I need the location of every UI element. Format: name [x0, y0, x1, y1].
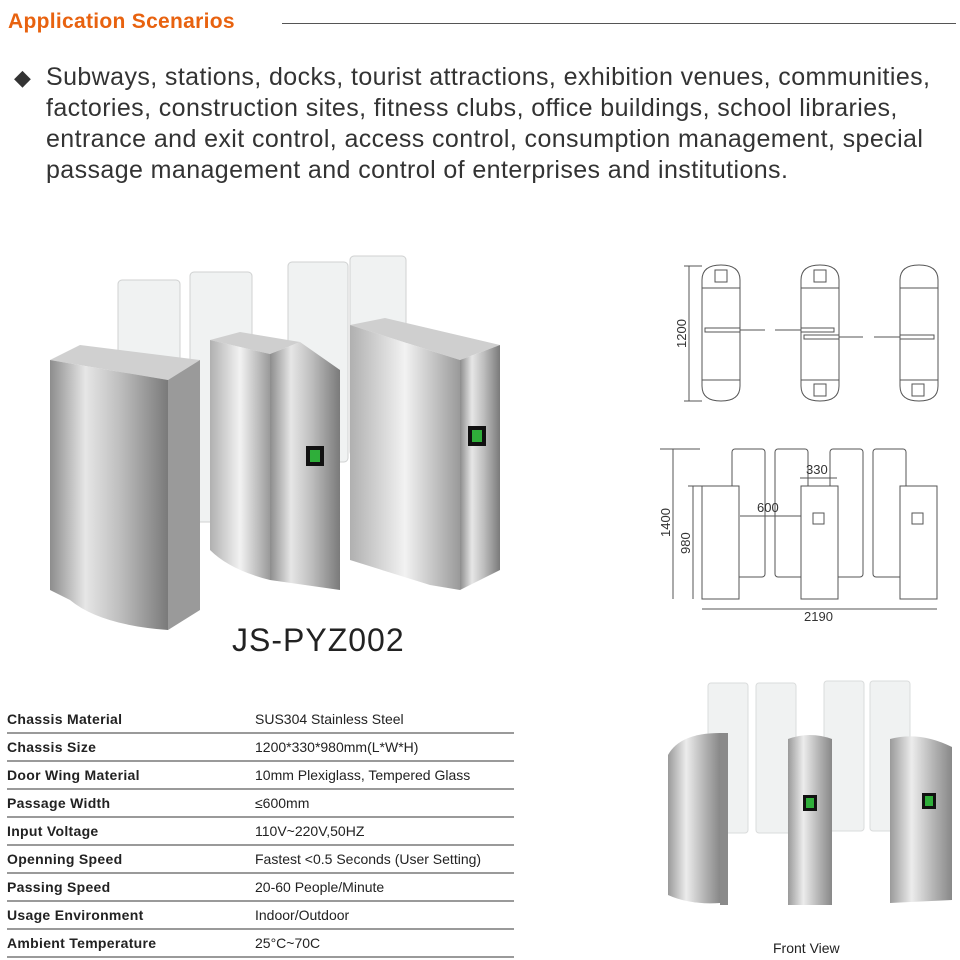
spec-row [7, 706, 514, 733]
spec-label: Ambient Temperature [7, 929, 255, 957]
spec-row [7, 845, 514, 873]
spec-table [7, 706, 514, 958]
spec-value: 1200*330*980mm(L*W*H) [255, 733, 514, 761]
product-image [40, 250, 520, 640]
application-text: Subways, stations, docks, tourist attractions, exhibition venues, communities, factories, construction sites, fitness clubs, office buildings, school libraries, entrance and exit control, access control, consumption management, special passage management and control of enterprises and institutions. [46, 63, 931, 184]
spec-value: 20-60 People/Minute [255, 873, 514, 901]
spec-row [7, 929, 514, 957]
diamond-bullet-icon: ◆ [14, 65, 32, 90]
spec-value: SUS304 Stainless Steel [255, 706, 514, 733]
spec-label: Chassis Material [7, 706, 255, 733]
spec-value: 10mm Plexiglass, Tempered Glass [255, 761, 514, 789]
title-divider [282, 23, 956, 24]
section-title: Application Scenarios [8, 10, 235, 33]
spec-value: Fastest <0.5 Seconds (User Setting) [255, 845, 514, 873]
spec-row [7, 817, 514, 845]
dim-body-height: 980 [678, 532, 693, 554]
dim-passage: 600 [757, 500, 779, 515]
spec-label: Door Wing Material [7, 761, 255, 789]
spec-value: 25°C~70C [255, 929, 514, 957]
spec-row [7, 901, 514, 929]
spec-row [7, 873, 514, 901]
model-number: JS-PYZ002 [232, 622, 405, 658]
spec-row [7, 761, 514, 789]
dim-total-width: 2190 [804, 609, 833, 624]
spec-label: Input Voltage [7, 817, 255, 845]
spec-label: Chassis Size [7, 733, 255, 761]
spec-value: ≤600mm [255, 789, 514, 817]
dim-total-height: 1400 [658, 508, 673, 537]
spec-label: Passing Speed [7, 873, 255, 901]
technical-drawing [640, 250, 960, 630]
spec-label: Openning Speed [7, 845, 255, 873]
front-view-caption: Front View [773, 940, 840, 956]
spec-label: Usage Environment [7, 901, 255, 929]
spec-row [7, 733, 514, 761]
spec-value: Indoor/Outdoor [255, 901, 514, 929]
dim-length: 1200 [674, 319, 689, 348]
spec-row [7, 789, 514, 817]
spec-label: Passage Width [7, 789, 255, 817]
front-view-image [660, 675, 960, 940]
application-description [14, 62, 944, 186]
dim-width: 330 [806, 462, 828, 477]
spec-value: 110V~220V,50HZ [255, 817, 514, 845]
